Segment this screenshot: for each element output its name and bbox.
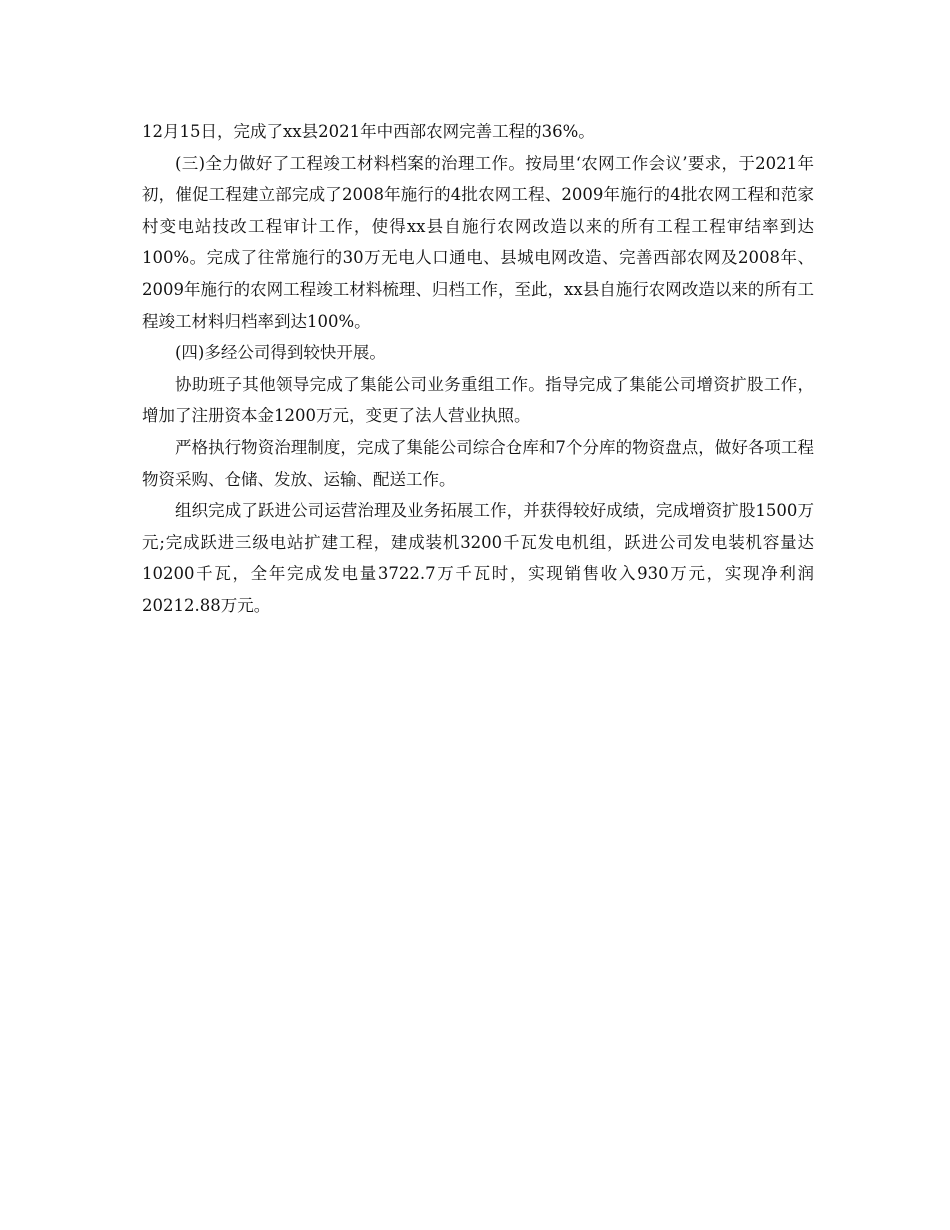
paragraph-section-four-heading: (四)多经公司得到较快开展。 xyxy=(175,343,386,363)
paragraph-restructuring: 协助班子其他领导完成了集能公司业务重组工作。指导完成了集能公司增资扩股工作，增加了注册资本金1200万元，变更了法人营业执照。 xyxy=(142,374,814,426)
paragraph-yuejin-company: 组织完成了跃进公司运营治理及业务拓展工作，并获得较好成绩，完成增资扩股1500万元;完成跃进三级电站扩建工程，建成装机3200千瓦发电机组，跃进公司发电装机容量达10200千瓦，全年完成发电量3722.7万千瓦时，实现销售收入930万元，实现净利润20212.88万元。 xyxy=(142,501,814,615)
paragraph-continuation: 12月15日，完成了xx县2021年中西部农网完善工程的36%。 xyxy=(142,122,595,141)
document-body xyxy=(142,116,814,622)
paragraph-section-three: (三)全力做好了工程竣工材料档案的治理工作。按局里‘农网工作会议’要求，于2021年初，催促工程建立部完成了2008年施行的4批农网工程、2009年施行的4批农网工程和范家村变电站技改工程审计工作，使得xx县自施行农网改造以来的所有工程工程审结率到达100%。完成了往常施行的30万无电人口通电、县城电网改造、完善西部农网及2008年、2009年施行的农网工程竣工材料梳理、归档工作，至此，xx县自施行农网改造以来的所有工程竣工材料归档率到达100%。 xyxy=(142,153,814,331)
paragraph-materials-management: 严格执行物资治理制度，完成了集能公司综合仓库和7个分库的物资盘点，做好各项工程物资采购、仓储、发放、运输、配送工作。 xyxy=(142,437,814,489)
